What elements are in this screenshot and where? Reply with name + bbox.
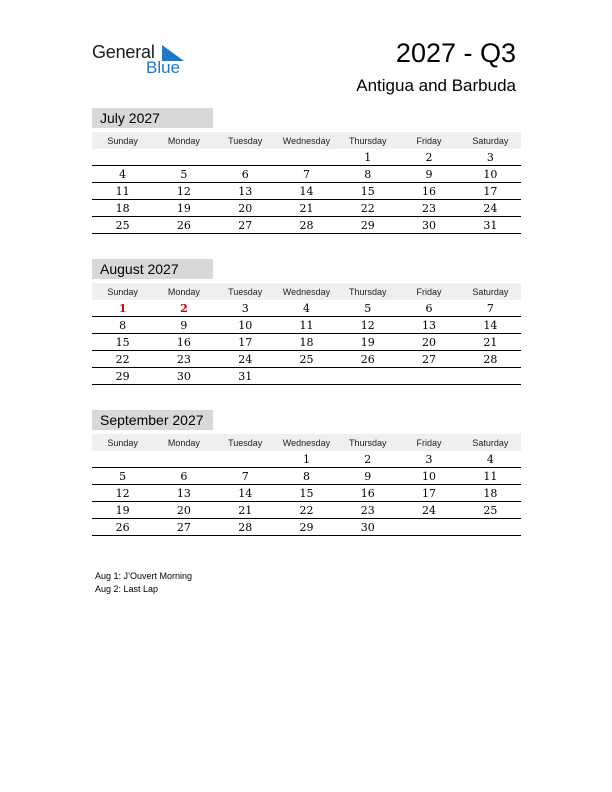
day-cell: 25	[460, 502, 521, 519]
day-cell: 21	[460, 334, 521, 351]
day-cell: 28	[460, 351, 521, 368]
day-cell: 7	[215, 468, 276, 485]
week-row	[92, 217, 521, 234]
month-september	[92, 410, 521, 536]
holiday-note: Aug 2: Last Lap	[95, 584, 159, 594]
day-cell: 26	[92, 519, 153, 536]
day-cell: 6	[215, 166, 276, 183]
day-cell: 5	[92, 468, 153, 485]
day-cell: 11	[276, 317, 337, 334]
day-cell: 25	[92, 217, 153, 234]
weekday-header: Tuesday	[215, 283, 276, 300]
day-cell: 21	[276, 200, 337, 217]
day-cell: 29	[337, 217, 398, 234]
day-cell: 13	[398, 317, 459, 334]
day-cell: 17	[460, 183, 521, 200]
week-row	[92, 519, 521, 536]
day-cell: 28	[276, 217, 337, 234]
day-cell: 28	[215, 519, 276, 536]
day-cell: 10	[460, 166, 521, 183]
week-row	[92, 317, 521, 334]
day-cell: 8	[337, 166, 398, 183]
day-cell: 20	[153, 502, 214, 519]
day-cell: 21	[215, 502, 276, 519]
week-row	[92, 166, 521, 183]
weekday-header: Saturday	[460, 434, 521, 451]
day-cell: 11	[460, 468, 521, 485]
day-cell: 14	[215, 485, 276, 502]
week-row	[92, 468, 521, 485]
weekday-header: Wednesday	[276, 283, 337, 300]
day-cell: 18	[460, 485, 521, 502]
weekday-header-row	[92, 132, 521, 149]
brand-logo	[92, 40, 192, 80]
weekday-header: Sunday	[92, 283, 153, 300]
day-cell: 24	[460, 200, 521, 217]
empty-day-cell	[92, 451, 153, 468]
day-cell: 12	[153, 183, 214, 200]
day-cell: 19	[337, 334, 398, 351]
week-row	[92, 368, 521, 385]
calendar-table	[92, 132, 521, 234]
weekday-header: Monday	[153, 132, 214, 149]
day-cell: 7	[460, 300, 521, 317]
weekday-header: Saturday	[460, 283, 521, 300]
day-cell: 23	[398, 200, 459, 217]
logo-general-text: General	[92, 42, 155, 62]
month-july	[92, 108, 521, 234]
day-cell: 6	[153, 468, 214, 485]
day-cell: 14	[276, 183, 337, 200]
week-row	[92, 149, 521, 166]
day-cell: 26	[337, 351, 398, 368]
weekday-header: Wednesday	[276, 434, 337, 451]
day-cell: 3	[215, 300, 276, 317]
day-cell: 4	[460, 451, 521, 468]
day-cell: 20	[398, 334, 459, 351]
day-cell: 29	[276, 519, 337, 536]
weekday-header: Friday	[398, 434, 459, 451]
empty-day-cell	[92, 149, 153, 166]
day-cell: 15	[337, 183, 398, 200]
weekday-header: Saturday	[460, 132, 521, 149]
day-cell: 31	[215, 368, 276, 385]
week-row	[92, 300, 521, 317]
week-row	[92, 200, 521, 217]
day-cell: 19	[153, 200, 214, 217]
weekday-header: Thursday	[337, 283, 398, 300]
day-cell: 10	[398, 468, 459, 485]
day-cell: 10	[215, 317, 276, 334]
day-cell: 5	[337, 300, 398, 317]
day-cell: 13	[215, 183, 276, 200]
weekday-header: Thursday	[337, 434, 398, 451]
weekday-header: Monday	[153, 434, 214, 451]
week-row	[92, 451, 521, 468]
weekday-header-row	[92, 283, 521, 300]
weekday-header: Friday	[398, 132, 459, 149]
day-cell: 7	[276, 166, 337, 183]
empty-day-cell	[215, 149, 276, 166]
day-cell: 27	[153, 519, 214, 536]
day-cell: 9	[337, 468, 398, 485]
weekday-header: Sunday	[92, 132, 153, 149]
empty-day-cell	[460, 519, 521, 536]
day-cell: 15	[276, 485, 337, 502]
day-cell: 16	[153, 334, 214, 351]
day-cell: 13	[153, 485, 214, 502]
day-cell: 6	[398, 300, 459, 317]
day-cell: 23	[153, 351, 214, 368]
week-row	[92, 502, 521, 519]
day-cell: 25	[276, 351, 337, 368]
day-cell: 11	[92, 183, 153, 200]
day-cell: 9	[398, 166, 459, 183]
empty-day-cell	[153, 451, 214, 468]
day-cell: 9	[153, 317, 214, 334]
day-cell: 15	[92, 334, 153, 351]
weekday-header: Tuesday	[215, 132, 276, 149]
empty-day-cell	[398, 368, 459, 385]
day-cell: 8	[92, 317, 153, 334]
week-row	[92, 334, 521, 351]
day-cell: 2	[398, 149, 459, 166]
day-cell: 24	[398, 502, 459, 519]
month-title: July 2027	[92, 108, 213, 128]
empty-day-cell	[276, 368, 337, 385]
month-august	[92, 259, 521, 385]
weekday-header: Tuesday	[215, 434, 276, 451]
day-cell: 16	[398, 183, 459, 200]
country-name: Antigua and Barbuda	[356, 76, 516, 95]
weekday-header: Thursday	[337, 132, 398, 149]
week-row	[92, 183, 521, 200]
day-cell: 31	[460, 217, 521, 234]
empty-day-cell	[337, 368, 398, 385]
day-cell: 4	[276, 300, 337, 317]
day-cell: 8	[276, 468, 337, 485]
day-cell: 5	[153, 166, 214, 183]
day-cell: 3	[460, 149, 521, 166]
weekday-header-row	[92, 434, 521, 451]
day-cell: 1	[92, 300, 153, 317]
day-cell: 19	[92, 502, 153, 519]
empty-day-cell	[153, 149, 214, 166]
day-cell: 12	[92, 485, 153, 502]
day-cell: 22	[337, 200, 398, 217]
empty-day-cell	[276, 149, 337, 166]
day-cell: 30	[337, 519, 398, 536]
day-cell: 17	[215, 334, 276, 351]
day-cell: 30	[153, 368, 214, 385]
day-cell: 22	[276, 502, 337, 519]
empty-day-cell	[215, 451, 276, 468]
day-cell: 14	[460, 317, 521, 334]
empty-day-cell	[398, 519, 459, 536]
logo-blue-text: Blue	[146, 58, 181, 77]
day-cell: 1	[337, 149, 398, 166]
day-cell: 18	[92, 200, 153, 217]
weekday-header: Sunday	[92, 434, 153, 451]
day-cell: 30	[398, 217, 459, 234]
holiday-notes	[95, 570, 192, 596]
day-cell: 26	[153, 217, 214, 234]
day-cell: 2	[153, 300, 214, 317]
month-title: September 2027	[92, 410, 213, 430]
holiday-note: Aug 1: J’Ouvert Morning	[95, 571, 193, 581]
calendar-table	[92, 283, 521, 385]
day-cell: 18	[276, 334, 337, 351]
week-row	[92, 351, 521, 368]
day-cell: 23	[337, 502, 398, 519]
day-cell: 22	[92, 351, 153, 368]
day-cell: 29	[92, 368, 153, 385]
day-cell: 1	[276, 451, 337, 468]
day-cell: 4	[92, 166, 153, 183]
day-cell: 16	[337, 485, 398, 502]
empty-day-cell	[460, 368, 521, 385]
day-cell: 24	[215, 351, 276, 368]
day-cell: 12	[337, 317, 398, 334]
day-cell: 27	[398, 351, 459, 368]
weekday-header: Wednesday	[276, 132, 337, 149]
week-row	[92, 485, 521, 502]
day-cell: 2	[337, 451, 398, 468]
day-cell: 3	[398, 451, 459, 468]
calendar-table	[92, 434, 521, 536]
day-cell: 20	[215, 200, 276, 217]
month-title: August 2027	[92, 259, 213, 279]
weekday-header: Friday	[398, 283, 459, 300]
day-cell: 17	[398, 485, 459, 502]
day-cell: 27	[215, 217, 276, 234]
weekday-header: Monday	[153, 283, 214, 300]
page-title: 2027 - Q3	[395, 38, 516, 68]
